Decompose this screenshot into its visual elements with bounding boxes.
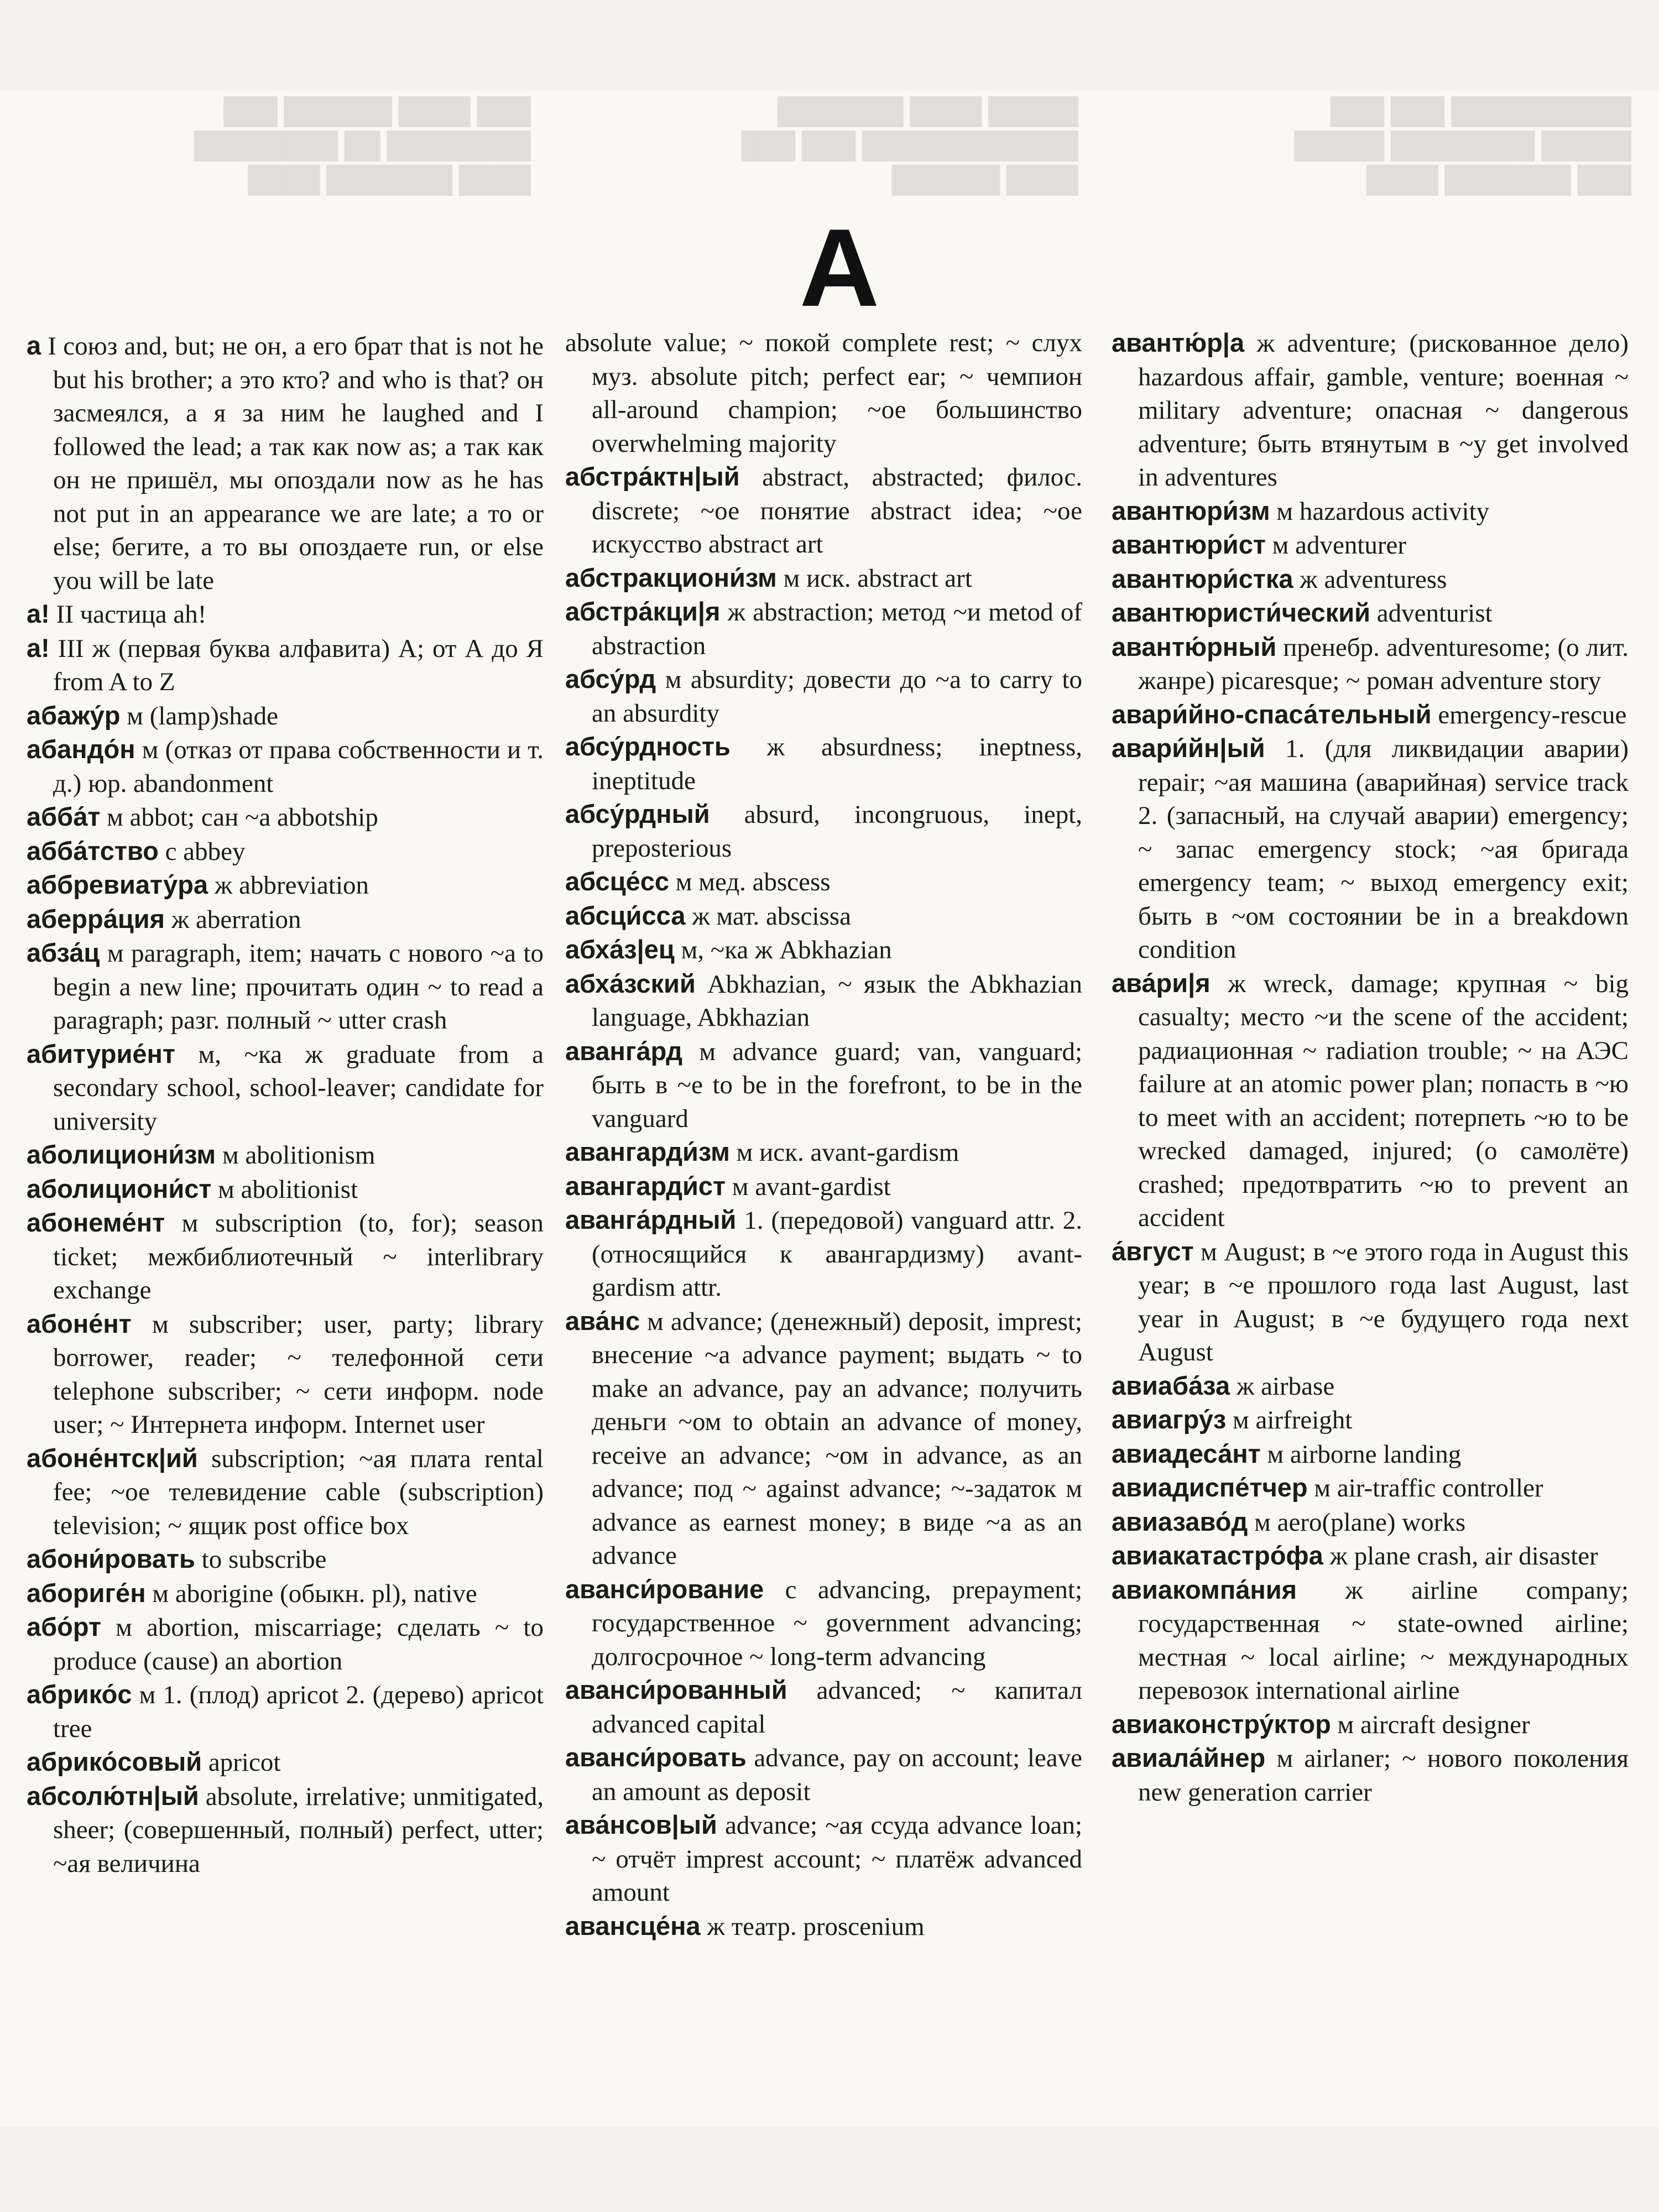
dictionary-entry [1112,630,1629,698]
headword: а́вгуст [1112,1236,1194,1266]
headword: аванси́ровать [565,1743,747,1772]
headword: аванга́рдный [565,1205,737,1234]
headword: авиадеса́нт [1112,1438,1261,1468]
headword: авиакомпа́ния [1112,1574,1297,1604]
dictionary-entry [27,632,544,699]
dictionary-entry [565,460,1082,561]
headword: авари́йн|ый [1112,733,1265,763]
dictionary-entry [27,1610,544,1678]
dictionary-entry [27,1577,544,1611]
dictionary-entry [1112,1539,1629,1573]
definition: ж adventure; (рискованное дело) hazardous affair, gamble, venture; военная ~ military adventure; опасная ~ dangerous adventure; быть втянутым в ~у get involved in adventures [1138,329,1629,492]
headword: абсу́рдность [565,732,731,761]
definition: м abortion, miscarriage; сделать ~ to produce (cause) an abortion [53,1613,544,1676]
headword: абха́зский [565,968,696,998]
dictionary-entry [1112,326,1629,494]
bleed-through-texture: ███ ████ ██████ ███ ████████ ██ ████████ ████ ███████ ████ [194,97,531,194]
definition: м мед. abscess [675,868,831,896]
headword: абрико́совый [27,1747,202,1776]
dictionary-entry [27,597,544,632]
headword: абсу́рдный [565,799,710,828]
definition: м (отказ от права собственности и т. д.) юр. abandonment [53,735,544,798]
headword: авангарди́ст [565,1171,726,1201]
dictionary-entry [1112,494,1629,529]
definition: м advance guard; van, vanguard; быть в ~е to be in the forefront, to be in the vanguard [592,1037,1082,1133]
definition: м air-traffic controller [1314,1474,1543,1503]
headword: аболициони́зм [27,1140,216,1169]
dictionary-entry [565,595,1082,662]
dictionary-entry [565,1910,1082,1944]
definition: subscription; ~ая плата rental fee; ~ое телевидение cable (subscription) television; ~ ящик post office box [53,1444,544,1540]
headword: авантюристи́ческий [1112,598,1371,627]
headword: авиала́йнер [1112,1743,1266,1772]
headword: авантюри́ст [1112,530,1266,559]
headword: аванга́рд [565,1036,683,1066]
headword: абстракциони́зм [565,562,777,592]
dictionary-entry [565,1135,1082,1170]
headword: абстра́кци|я [565,597,721,626]
dictionary-entry [1112,732,1629,967]
headword: авиадиспе́тчер [1112,1473,1308,1502]
headword: авантю́рный [1112,632,1277,661]
definition: 1. (передовой) vanguard attr. 2. (относящийся к авангардизму) avant-gardism attr. [592,1206,1083,1302]
definition: пренебр. adventuresome; (о лит. жанре) picaresque; ~ роман adventure story [1138,633,1629,695]
headword: абажу́р [27,700,121,730]
dictionary-entry [27,1678,544,1745]
definition: III ж (первая буква алфавита) A; от А до Я from A to Z [53,634,544,696]
definition: м subscription (to, for); season ticket; межбиблиотечный ~ interlibrary exchange [53,1209,544,1305]
dictionary-entry [565,326,1082,460]
dictionary-entry [27,1745,544,1780]
headword: абандо́н [27,734,135,764]
bleed-through-texture: █████ ████ ███████ ████████████ ███ ███ ████ ██████ [741,97,1078,194]
dictionary-entry [1112,1573,1629,1708]
dictionary-entry [565,1203,1082,1305]
headword: ава́нс [565,1306,640,1335]
dictionary-entry [565,1170,1082,1204]
definition: emergency-rescue [1438,700,1627,729]
headword: ава́нсов|ый [565,1810,717,1839]
dictionary-entry [565,933,1082,967]
definition: apricot [208,1748,281,1777]
dictionary-entry [565,1673,1082,1741]
headword: абони́ровать [27,1544,195,1573]
dictionary-entry [565,561,1082,596]
dictionary-column-left [27,329,544,1880]
definition: м aero(plane) works [1254,1507,1466,1537]
headword: абза́ц [27,938,100,967]
dictionary-entry [1112,1369,1629,1404]
definition: м, ~ка ж graduate from a secondary school, school-leaver; candidate for university [53,1040,544,1136]
dictionary-entry [1112,1235,1629,1369]
headword: авантю́р|а [1112,328,1245,357]
definition: м иск. abstract art [783,564,972,593]
definition: I союз and, but; не он, а его брат that is not he but his brother; а это кто? and who is that? он засмеялся, а я за ним he laughed and I followed the lead; а так как now as; а так как он не пришёл, мы опоздали now as he has not put in an appearance we are late; а то or else; бегите, а то вы опоздаете run, or else you will be late [48,332,544,595]
headword: абрико́с [27,1679,132,1709]
bleed-through-texture: ██████████ ███ ███ █████ ████████ █████ ███ ███████ ████ [1294,97,1631,194]
dictionary-entry [27,936,544,1037]
dictionary-entry [27,1037,544,1139]
definition: м adventurer [1272,531,1407,560]
dictionary-entry [1112,1403,1629,1437]
dictionary-entry [27,800,544,834]
definition: absolute, irrelative; unmitigated, sheer; (совершенный, полный) perfect, utter; ~ая величина [53,1782,544,1878]
headword: абсце́сс [565,867,669,896]
definition: м иск. avant-gardism [736,1138,959,1167]
definition: м absurdity; довести до ~а to carry to an absurdity [592,665,1082,728]
definition: absolute value; ~ покой complete rest; ~ слух муз. absolute pitch; perfect ear; ~ чемпион all-around champion; ~ое большинство overwhelming majority [565,328,1082,458]
definition: м abolitionism [222,1141,375,1170]
headword: авиагру́з [1112,1405,1227,1434]
definition: м August; в ~е этого года in August this year; в ~е прошлого года last August, last year in August; в ~е будущего года next August [1138,1237,1629,1366]
dictionary-entry [565,1305,1082,1573]
dictionary-entry [1112,1471,1629,1505]
dictionary-entry [565,899,1082,933]
definition: м (lamp)shade [127,701,279,731]
dictionary-entry [27,1138,544,1172]
headword: авиаконстру́ктор [1112,1709,1331,1739]
section-letter: А [799,206,880,330]
dictionary-entry [1112,528,1629,562]
definition: м aborigine (обыкн. pl), native [152,1579,477,1608]
dictionary-column-middle [565,326,1082,1943]
definition: ж airline company; государственная ~ state-owned airline; местная ~ local airline; ~ международных перевозок international airline [1138,1575,1629,1705]
dictionary-column-right [1112,326,1629,1809]
dictionary-entry [1112,1505,1629,1540]
definition: ж мат. abscissa [692,901,852,931]
definition: м advance; (денежный) deposit, imprest; внесение ~а advance payment; выдать ~ to make an advance, pay an advance; получить деньги ~ом to obtain an advance of money, receive an advance; ~ом in advance, as an advance; под ~ against advance; ~-задаток м advance as earnest money; в виде ~а as an advance [592,1307,1082,1570]
dictionary-entry [1112,1741,1629,1809]
definition: II частица ah! [56,600,207,629]
definition: absurd, incongruous, inept, preposterious [592,800,1083,863]
headword: авантюри́зм [1112,495,1270,525]
dictionary-entry [565,730,1082,797]
headword: аббревиату́ра [27,870,208,899]
definition: ж abbreviation [214,871,369,900]
headword: а [27,331,41,360]
dictionary-entry [27,329,544,597]
definition: Abkhazian, ~ язык the Abkhazian language, Abkhazian [592,969,1082,1032]
dictionary-entry [1112,967,1629,1235]
dictionary-entry [565,662,1082,730]
headword: авангарди́зм [565,1137,730,1166]
headword: аванси́рование [565,1574,764,1604]
definition: ж театр. proscenium [707,1912,925,1941]
headword: аберра́ция [27,904,165,933]
headword: авиаба́за [1112,1370,1230,1400]
definition: м airfreight [1232,1406,1353,1434]
dictionary-entry [27,902,544,937]
definition: ж abstraction; метод ~и metod of abstraction [592,598,1082,660]
dictionary-entry [565,1741,1082,1808]
dictionary-entry [1112,1708,1629,1742]
definition: м abolitionist [218,1175,358,1204]
headword: абха́з|ец [565,935,675,964]
headword: абоне́нтск|ий [27,1443,198,1473]
headword: абонеме́нт [27,1208,165,1237]
definition: м airlaner; ~ нового поколения new generation carrier [1138,1744,1629,1807]
definition: м, ~ка ж Abkhazian [681,936,892,964]
dictionary-entry [27,699,544,733]
headword: абстра́ктн|ый [565,462,740,491]
headword: а! [27,633,50,662]
definition: advance, pay on account; leave an amount as deposit [592,1744,1082,1806]
dictionary-entry [27,868,544,902]
definition: с advancing, prepayment; государственное ~ government advancing; долгосрочное ~ long-term advancing [592,1575,1082,1671]
definition: 1. (для ликвидации аварии) repair; ~ая машина (аварийная) service track 2. (запасный, на случай аварии) emergency; ~ запас emergency stock; ~ая бригада emergency team; ~ выход emergency exit; быть в ~ом состоянии be in a breakdown condition [1138,734,1629,964]
dictionary-entry [27,733,544,800]
headword: абориге́н [27,1578,146,1608]
dictionary-entry [27,1780,544,1881]
definition: abstract, abstracted; филос. discrete; ~ое понятие abstract idea; ~ое искусство abstract art [592,463,1082,559]
headword: а! [27,599,50,628]
definition: с abbey [165,837,246,866]
headword: абсолю́тн|ый [27,1781,199,1811]
definition: ж plane crash, air disaster [1329,1542,1598,1571]
headword: аболициони́ст [27,1173,212,1203]
definition: ж aberration [171,905,301,934]
headword: абсу́рд [565,664,656,693]
dictionary-entry [1112,1437,1629,1472]
definition: ж adventuress [1300,565,1447,594]
definition: м hazardous activity [1276,497,1490,526]
definition: ж wreck, damage; крупная ~ big casualty; место ~и the scene of the accident; радиационная ~ radiation trouble; ~ на АЭС failure at an atomic power plan; попасть в ~ю to meet with an accident; потерпеть ~ю to be wrecked damaged, injured; (о самолёте) crashed; предотвратить ~ю to prevent an accident [1138,969,1629,1232]
dictionary-entry [565,1035,1082,1136]
dictionary-entry [565,967,1082,1035]
definition: advanced; ~ капитал advanced capital [592,1676,1082,1739]
definition: м subscriber; user, party; library borrower, reader; ~ телефонной сети telephone subscriber; ~ сети информ. node user; ~ Интернета информ. Internet user [53,1310,544,1439]
headword: абба́т [27,802,101,831]
definition: advance; ~ая ссуда advance loan; ~ отчёт imprest account; ~ платёж advanced amount [592,1811,1083,1907]
headword: ава́ри|я [1112,968,1211,998]
definition: ж airbase [1236,1371,1335,1401]
dictionary-entry [565,865,1082,899]
dictionary-entry [27,1542,544,1577]
dictionary-entry [1112,562,1629,597]
dictionary-entry [27,1206,544,1307]
definition: м airborne landing [1267,1439,1462,1469]
headword: або́рт [27,1612,101,1641]
headword: авиакатастро́фа [1112,1541,1323,1570]
definition: м 1. (плод) apricot 2. (дерево) apricot tree [53,1681,544,1743]
headword: авансце́на [565,1911,701,1940]
headword: абоне́нт [27,1308,132,1338]
dictionary-entry [27,1172,544,1207]
headword: аванси́рованный [565,1675,787,1704]
headword: авари́йно-спаса́тельный [1112,699,1432,729]
dictionary-entry [565,1573,1082,1674]
dictionary-entry [565,1808,1082,1910]
definition: м abbot; сан ~а abbotship [107,803,378,832]
headword: авиазаво́д [1112,1506,1248,1536]
dictionary-entry [1112,596,1629,630]
definition: ж absurdness; ineptness, ineptitude [592,733,1082,795]
dictionary-entry [27,1307,544,1442]
dictionary-entry [1112,698,1629,732]
definition: м paragraph, item; начать с нового ~а to begin a new line; прочитать один ~ to read a paragraph; разг. полный ~ utter crash [53,939,544,1035]
headword: абсци́сса [565,900,686,930]
dictionary-entry [565,797,1082,865]
dictionary-entry [27,1442,544,1543]
dictionary-entry [27,834,544,869]
definition: adventurist [1376,599,1493,628]
headword: абба́тство [27,836,159,865]
definition: м avant-gardist [732,1172,891,1201]
headword: абитурие́нт [27,1039,175,1068]
definition: to subscribe [201,1545,327,1574]
headword: авантюри́стка [1112,564,1293,593]
definition: м aircraft designer [1337,1710,1530,1739]
